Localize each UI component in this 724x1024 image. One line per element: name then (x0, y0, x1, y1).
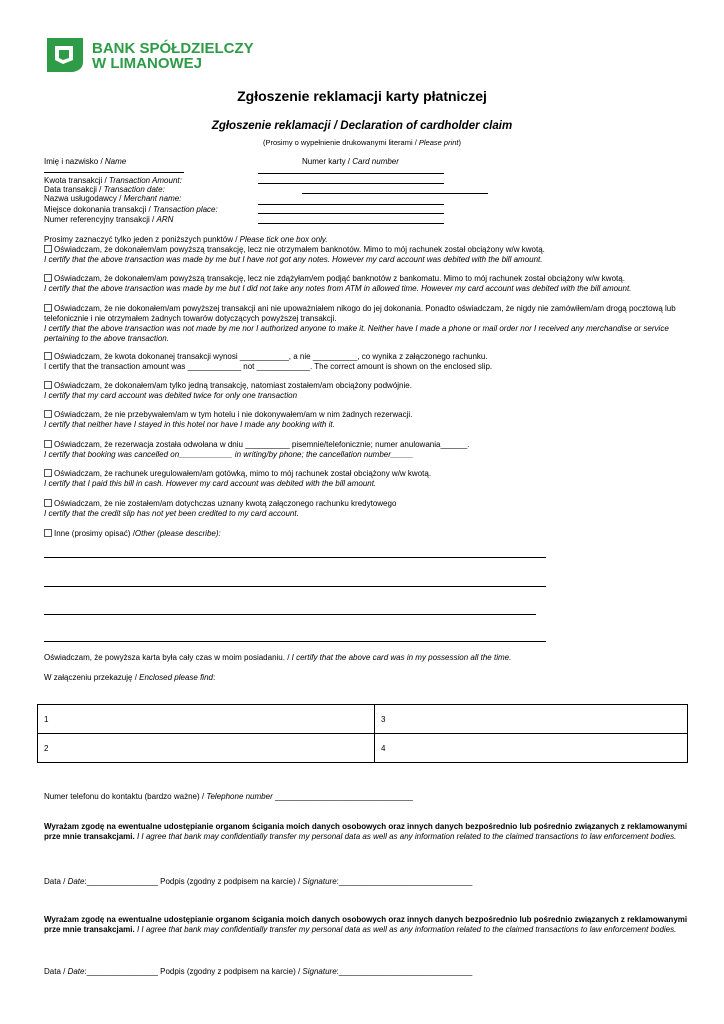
bank-name (92, 41, 254, 71)
possession-statement: Oświadczam, że powyższa karta była cały czas w moim posiadaniu. / I certify that the above card was in my possession all the time. (44, 653, 512, 662)
option-3: Oświadczam, że nie dokonałem/am powyższej transakcji ani nie upoważniałem nikogo do jej dokonania. Ponadto oświadczam, że nigdy nie zamówiłem/am drogą pocztową lub telefonicznie i nie otrzymałem żadnych towarów dotyczących powyższej transakcji. I certify that the above transaction was not made by me nor I authorized anyone to make it. Neither have I made a phone or mail order nor I received any merchandise or service pertaining to the above transaction. (44, 304, 676, 343)
option-1: Oświadczam, że dokonałem/am powyższą transakcję, lecz nie otrzymałem banknotów. Mimo to mój rachunek został obciążony w/w kwotą. I certify that the above transaction was made by me but I have not got any notes. However my card account was debited with the bill amount. (44, 245, 545, 264)
bank-name-line2: W LIMANOWEJ (92, 55, 202, 72)
merchant-line[interactable] (258, 204, 444, 205)
enclosed-table (37, 704, 688, 763)
checkbox[interactable] (44, 274, 52, 282)
checkbox[interactable] (44, 352, 52, 360)
option-9: Oświadczam, że nie zostałem/am dotychczas uznany kwotą załączonego rachunku kredytowego I certify that the credit slip has not yet been credited to my card account. (44, 499, 397, 518)
checkbox[interactable] (44, 469, 52, 477)
option-other: Inne (prosimy opisać) /Other (please describe): (44, 529, 684, 539)
card-number-label: Numer karty / Card number (302, 157, 399, 166)
consent-1: Wyrażam zgodę na ewentualne udostępianie organom ścigania moich danych osobowych oraz innych danych bezpośrednio lub pośrednio związanych z reklamowanymi prze mnie transakcjami. I I agree that bank may confidentially transfer my personal data as well as any information related to the claimed transactions to law enforcement bodies. (44, 822, 688, 841)
table-row (38, 734, 688, 763)
amount-label: Kwota transakcji / Transaction Amount: (44, 176, 182, 185)
date-label: Data transakcji / Transaction date: (44, 185, 165, 194)
place-line[interactable] (258, 213, 444, 214)
option-2: Oświadczam, że dokonałem/am powyższą transakcję, lecz nie zdążyłam/em podjąć banknotów z bankomatu. Mimo to mój rachunek został obciążony w/w kwotą. I certify that the above transaction was made by me but I did not take any notes from ATM in allowed time. However my card account was debited with the bill amount. (44, 274, 632, 293)
checkbox[interactable] (44, 529, 52, 537)
checkbox[interactable] (44, 440, 52, 448)
instructions: Prosimy zaznaczyć tylko jeden z poniższych punktów / Please tick one box only. (44, 235, 328, 244)
signature-row-1[interactable]: Data / Date:________________ Podpis (zgodny z podpisem na karcie) / Signature:______________________________ (44, 877, 473, 886)
checkbox[interactable] (44, 304, 52, 312)
enclosed-cell[interactable]: 2 (38, 734, 375, 763)
arn-line[interactable] (258, 223, 444, 224)
phone-field[interactable]: Numer telefonu do kontaktu (bardzo ważne) / Telephone number _______________________________ (44, 792, 413, 801)
option-8: Oświadczam, że rachunek uregulowałem/am gotówką, mimo to mój rachunek został obciążony w/w kwotą. I certify that I paid this bill in cash. However my card account was debited with the bill amount. (44, 469, 432, 488)
print-note: (Prosimy o wypełnienie drukowanymi literami / Please print) (263, 138, 461, 147)
bank-name-line1: BANK SPÓŁDZIELCZY (92, 40, 254, 57)
describe-line[interactable] (44, 641, 546, 642)
merchant-label: Nazwa usługodawcy / Merchant name: (44, 194, 182, 203)
name-line[interactable] (44, 172, 184, 173)
checkbox[interactable] (44, 245, 52, 253)
option-6: Oświadczam, że nie przebywałem/am w tym hotelu i nie dokonywałem/am w nim żadnych rezerwacji. I certify that neither have I stayed in this hotel nor have I made any booking with it. (44, 410, 413, 429)
option-5: Oświadczam, że dokonałem/am tylko jedną transakcję, natomiast zostałem/am obciążony podwójnie. I certify that my card account was debited twice for only one transaction (44, 381, 412, 400)
name-label: Imię i nazwisko / Name (44, 157, 127, 166)
amount-line[interactable] (258, 183, 444, 184)
place-label: Miejsce dokonania transakcji / Transaction place: (44, 205, 218, 214)
table-row (38, 705, 688, 734)
date-line[interactable] (302, 193, 488, 194)
card-number-line[interactable] (258, 173, 444, 174)
enclosed-cell[interactable]: 1 (38, 705, 375, 734)
enclosed-label: W załączeniu przekazuję / Enclosed please find: (44, 673, 216, 682)
describe-line[interactable] (44, 557, 546, 558)
enclosed-cell[interactable]: 4 (375, 734, 688, 763)
checkbox[interactable] (44, 381, 52, 389)
page-subtitle: Zgłoszenie reklamacji / Declaration of cardholder claim (211, 120, 513, 132)
option-7: Oświadczam, że rezerwacja została odwołana w dniu __________ pisemnie/telefonicznie; numer anulowania______. I certify that booking was cancelled on____________ in writing/by phone; the cancellation number_____ (44, 440, 470, 459)
checkbox[interactable] (44, 410, 52, 418)
checkbox[interactable] (44, 499, 52, 507)
describe-line[interactable] (44, 614, 536, 615)
bank-logo-icon (43, 36, 87, 74)
enclosed-cell[interactable]: 3 (375, 705, 688, 734)
signature-row-2[interactable]: Data / Date:________________ Podpis (zgodny z podpisem na karcie) / Signature:______________________________ (44, 967, 473, 976)
arn-label: Numer referencyjny transakcji / ARN (44, 215, 174, 224)
page-title: Zgłoszenie reklamacji karty płatniczej (237, 88, 487, 104)
describe-line[interactable] (44, 586, 546, 587)
option-4: Oświadczam, że kwota dokonanej transakcji wynosi ___________, a nie __________, co wynika z załączonego rachunku. I certify that the transaction amount was ____________ not ____________. The correct amount is shown on the enclosed slip. (44, 352, 493, 371)
consent-2: Wyrażam zgodę na ewentualne udostępianie organom ścigania moich danych osobowych oraz innych danych bezpośrednio lub pośrednio związanych z reklamowanymi prze mnie transakcjami. I I agree that bank may confidentially transfer my personal data as well as any information related to the claimed transactions to law enforcement bodies. (44, 915, 688, 934)
